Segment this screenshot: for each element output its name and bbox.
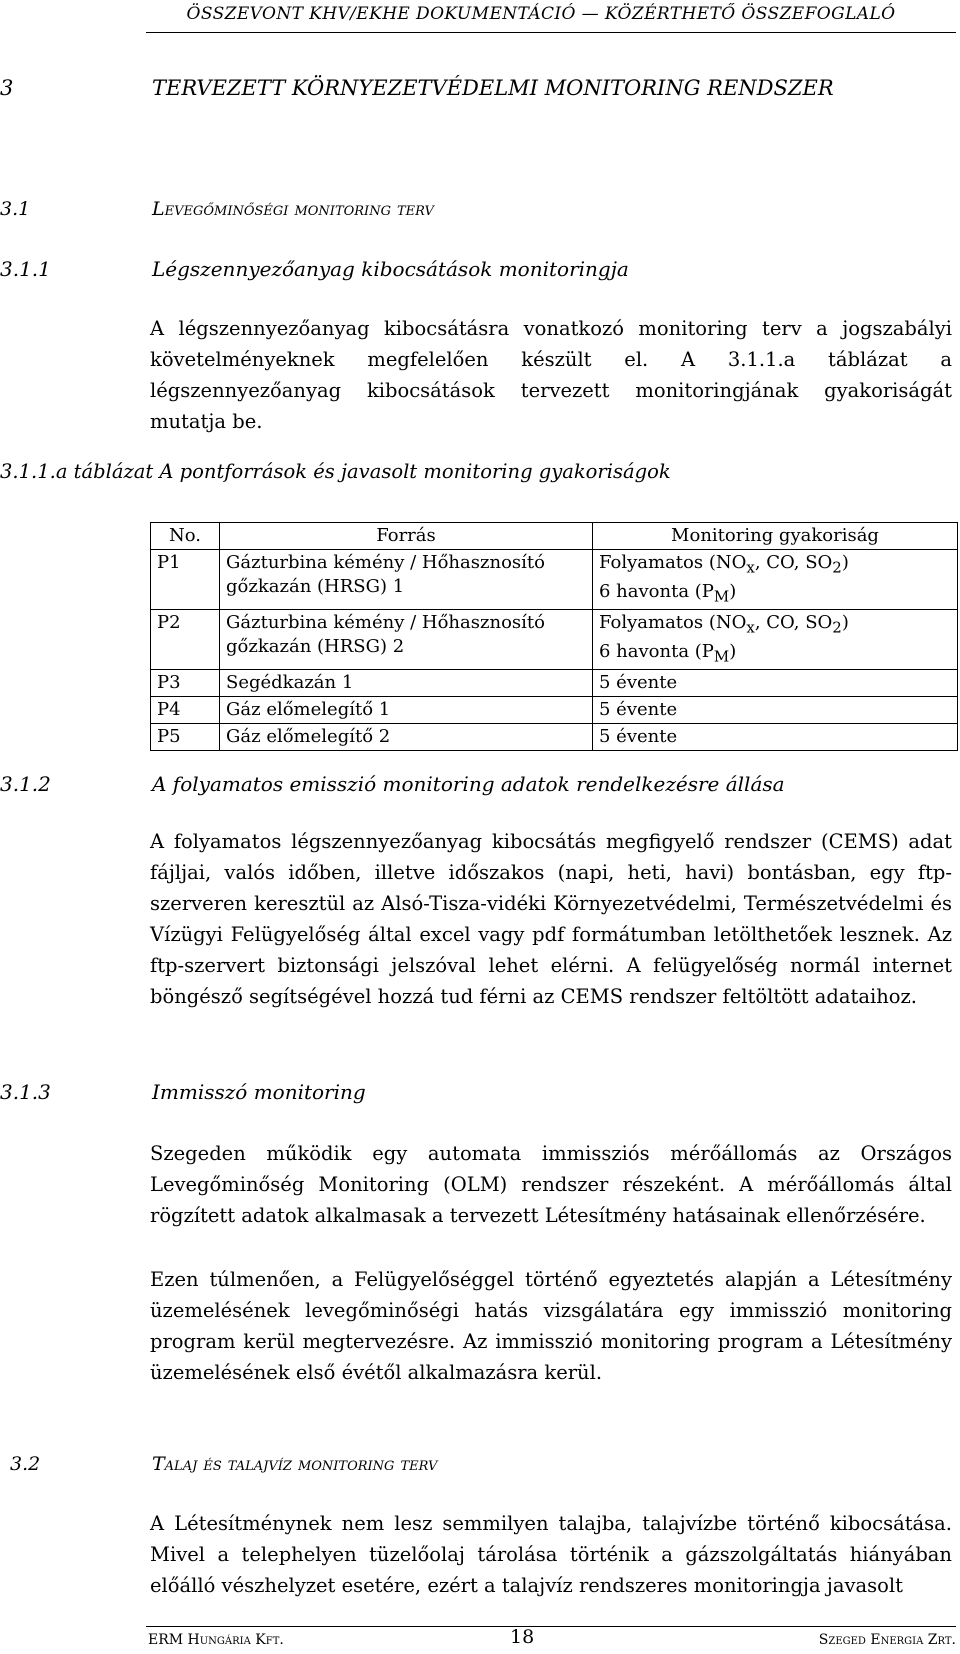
row-source-line2: gőzkazán (HRSG) 2 bbox=[226, 636, 405, 658]
table-header-source: Forrás bbox=[220, 523, 593, 550]
table-row bbox=[151, 610, 958, 670]
header-rule bbox=[146, 32, 956, 33]
table-header-frequency: Monitoring gyakoriság bbox=[593, 523, 958, 550]
section-3-2-title: Talaj és talajvíz monitoring terv bbox=[152, 1453, 438, 1475]
table-caption: 3.1.1.a táblázat A pontforrások és javasolt monitoring gyakoriságok bbox=[0, 460, 671, 483]
row-no: P2 bbox=[151, 610, 220, 670]
section-3-1-2-paragraph: A folyamatos légszennyezőanyag kibocsátás megfigyelő rendszer (CEMS) adat fájljai, valós időben, illetve időszakos (napi, heti, havi) bontásban, egy ftp-szerveren keresztül az Alsó-Tisza-vidéki Környezetvédelmi, Természetvédelmi és Vízügyi Felügyelőség által excel vagy pdf formátumban letölthetőek lesznek. Az ftp-szervert biztonsági jelszóval lehet elérni. A felügyelőség normál internet böngésző segítségével hozzá tud férni az CEMS rendszer feltöltött adataihoz. bbox=[150, 830, 952, 1008]
running-header: ÖSSZEVONT KHV/EKHE DOKUMENTÁCIÓ — KÖZÉRTHETŐ ÖSSZEFOGLALÓ bbox=[186, 4, 896, 24]
subscript: x bbox=[746, 558, 755, 577]
footer-left: ERM Hungária Kft. bbox=[148, 1632, 284, 1648]
freq-text: 6 havonta (P bbox=[599, 580, 714, 602]
table-row bbox=[151, 724, 958, 751]
freq-text: , CO, SO bbox=[754, 612, 833, 634]
subscript: 2 bbox=[832, 618, 842, 637]
section-3-1-number: 3.1 bbox=[0, 198, 31, 220]
row-source-line1: Gázturbina kémény / Hőhasznosító bbox=[226, 552, 545, 573]
row-source bbox=[220, 550, 593, 610]
subscript: M bbox=[713, 647, 730, 666]
row-frequency: 5 évente bbox=[593, 697, 958, 724]
section-3-1-3-paragraph-2: Ezen túlmenően, a Felügyelőséggel történő egyeztetés alapján a Létesítmény üzemelésének levegőminőségi hatás vizsgálatára egy immisszió monitoring program kerül megtervezésre. Az immisszió monitoring program a Létesítmény üzemelésének első évétől alkalmazásra kerül. bbox=[150, 1268, 952, 1384]
subscript: 2 bbox=[832, 558, 842, 577]
freq-text: 6 havonta (P bbox=[599, 640, 714, 662]
row-source: Segédkazán 1 bbox=[220, 670, 593, 697]
footer-right: Szeged Energia Zrt. bbox=[818, 1632, 956, 1648]
section-3-number: 3 bbox=[0, 76, 14, 100]
section-3-1-3-title: Immisszó monitoring bbox=[152, 1080, 366, 1104]
freq-text: ) bbox=[729, 640, 737, 662]
section-3-1-3-number: 3.1.3 bbox=[0, 1080, 51, 1104]
section-3-1-3-paragraph-1: Szegeden működik egy automata immissziós mérőállomás az Országos Levegőminőség Monitoring (OLM) rendszer részeként. A mérőállomás által rögzített adatok alkalmasak a tervezett Létesítmény hatásainak ellenőrzésére. bbox=[150, 1142, 952, 1227]
freq-text: , CO, SO bbox=[754, 552, 833, 573]
row-no: P4 bbox=[151, 697, 220, 724]
table-row bbox=[151, 670, 958, 697]
row-source: Gáz előmelegítő 2 bbox=[220, 724, 593, 751]
freq-text: ) bbox=[841, 612, 849, 634]
row-no: P3 bbox=[151, 670, 220, 697]
freq-text: ) bbox=[841, 552, 849, 573]
table-row bbox=[151, 697, 958, 724]
section-3-1-2-number: 3.1.2 bbox=[0, 772, 51, 796]
section-3-2-paragraph: A Létesítménynek nem lesz semmilyen talajba, talajvízbe történő kibocsátása. Mivel a telephelyen tüzelőolaj tárolása történik a gázszolgáltatás hiányában előálló vészhelyzet esetére, ezért a talajvíz rendszeres monitoringja javasolt bbox=[150, 1512, 952, 1597]
row-frequency bbox=[593, 550, 958, 610]
freq-text: Folyamatos (NO bbox=[599, 612, 747, 634]
table-row bbox=[151, 550, 958, 610]
section-3-1-1-number: 3.1.1 bbox=[0, 257, 51, 281]
row-source: Gáz előmelegítő 1 bbox=[220, 697, 593, 724]
row-no: P1 bbox=[151, 550, 220, 610]
subscript: x bbox=[746, 618, 755, 637]
row-source bbox=[220, 610, 593, 670]
row-frequency bbox=[593, 610, 958, 670]
section-3-1-1-title: Légszennyezőanyag kibocsátások monitoringja bbox=[152, 257, 629, 281]
row-source-line1: Gázturbina kémény / Hőhasznosító bbox=[226, 612, 545, 634]
row-frequency: 5 évente bbox=[593, 724, 958, 751]
row-no: P5 bbox=[151, 724, 220, 751]
section-3-1-2-title: A folyamatos emisszió monitoring adatok rendelkezésre állása bbox=[152, 772, 785, 796]
monitoring-table bbox=[150, 522, 958, 751]
freq-text: ) bbox=[729, 580, 737, 602]
table-header-no: No. bbox=[151, 523, 220, 550]
freq-text: Folyamatos (NO bbox=[599, 552, 747, 573]
table-header-row bbox=[151, 523, 958, 550]
section-3-2-number: 3.2 bbox=[10, 1453, 41, 1475]
row-frequency: 5 évente bbox=[593, 670, 958, 697]
section-3-1-title: Levegőminőségi monitoring terv bbox=[152, 198, 434, 220]
section-3-title: TERVEZETT KÖRNYEZETVÉDELMI MONITORING RENDSZER bbox=[152, 76, 834, 100]
section-3-1-1-paragraph: A légszennyezőanyag kibocsátásra vonatkozó monitoring terv a jogszabályi követelményeknek megfelelően készült el. A 3.1.1.a táblázat a légszennyezőanyag kibocsátások tervezett monitoringjának gyakoriságát mutatja be. bbox=[150, 317, 952, 433]
footer-rule bbox=[146, 1626, 956, 1627]
subscript: M bbox=[713, 587, 730, 606]
page-number: 18 bbox=[510, 1626, 535, 1648]
row-source-line2: gőzkazán (HRSG) 1 bbox=[226, 576, 405, 597]
